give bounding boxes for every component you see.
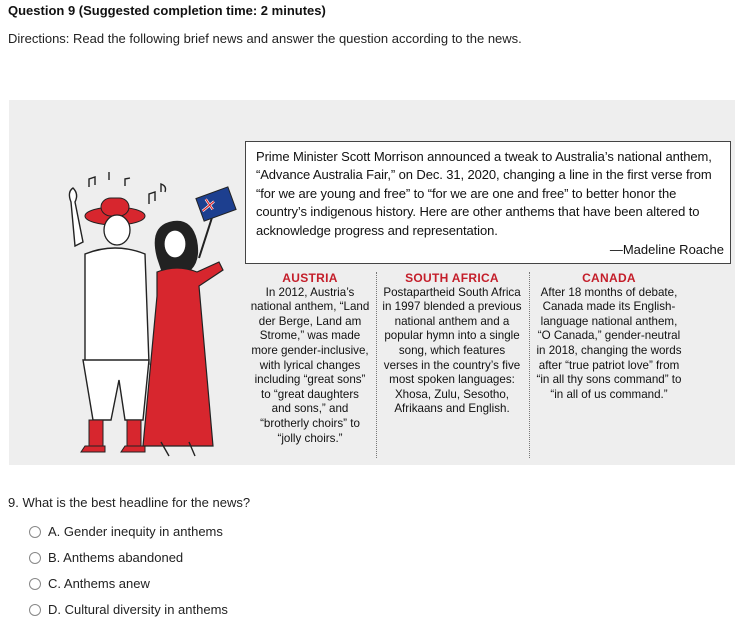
radio-button[interactable]: [29, 604, 41, 616]
column-text: In 2012, Austria’s national anthem, “Land der Berge, Land am Strome,” was made more gender-inclusive, with lyrical changes including “great sons” to “great daughters and sons,” and “brotherly choirs” to “jolly choirs.”: [250, 285, 370, 445]
option-label: C. Anthems anew: [48, 576, 150, 591]
question-title: Question 9 (Suggested completion time: 2 minutes): [8, 3, 326, 18]
column-divider: [376, 272, 377, 458]
news-body: Prime Minister Scott Morrison announced a tweak to Australia’s national anthem, “Advance Australia Fair,” on Dec. 31, 2020, changing a line in the first verse from “for we are young and free” to “for we are one and free” to better honor the country’s indigenous history. Here are other anthems that have been altered to acknowledge progress and representation.: [256, 149, 712, 238]
option-label: D. Cultural diversity in anthems: [48, 602, 228, 617]
column-divider: [529, 272, 530, 458]
column-canada: [534, 271, 684, 402]
news-box: [245, 141, 731, 264]
singers-illustration: [49, 162, 244, 462]
music-notes-icon: [89, 172, 166, 204]
option-c[interactable]: [29, 576, 150, 591]
option-a[interactable]: [29, 524, 223, 539]
column-austria: [250, 271, 370, 446]
radio-button[interactable]: [29, 552, 41, 564]
radio-button[interactable]: [29, 526, 41, 538]
radio-button[interactable]: [29, 578, 41, 590]
option-label: B. Anthems abandoned: [48, 550, 184, 565]
news-figure: [9, 100, 735, 465]
option-b[interactable]: [29, 550, 183, 565]
column-text: After 18 months of debate, Canada made its English-language national anthem, “O Canada,” gender-neutral in 2018, changing the words after “true patriot love” from “in all thy sons command” to “in all of us command.”: [536, 285, 682, 401]
column-heading: CANADA: [582, 271, 636, 285]
question-text: 9. What is the best headline for the news?: [8, 495, 251, 510]
directions-text: Directions: Read the following brief news and answer the question according to the news.: [8, 31, 522, 46]
option-label: A. Gender inequity in anthems: [48, 524, 223, 539]
news-author: —Madeline Roache: [609, 242, 724, 257]
singing-woman-icon: [143, 221, 223, 456]
option-d[interactable]: [29, 602, 228, 617]
singing-man-icon: [69, 188, 149, 452]
column-heading: AUSTRIA: [282, 271, 338, 285]
column-heading: SOUTH AFRICA: [405, 271, 499, 285]
column-text: Postapartheid South Africa in 1997 blended a previous national anthem and a popular hymn into a single song, which features verses in the country’s five most spoken languages: Xhosa, Zulu, Sesotho, Afrikaans and English.: [382, 285, 522, 416]
australian-flag-icon: [196, 187, 236, 258]
column-south-africa: [381, 271, 523, 417]
